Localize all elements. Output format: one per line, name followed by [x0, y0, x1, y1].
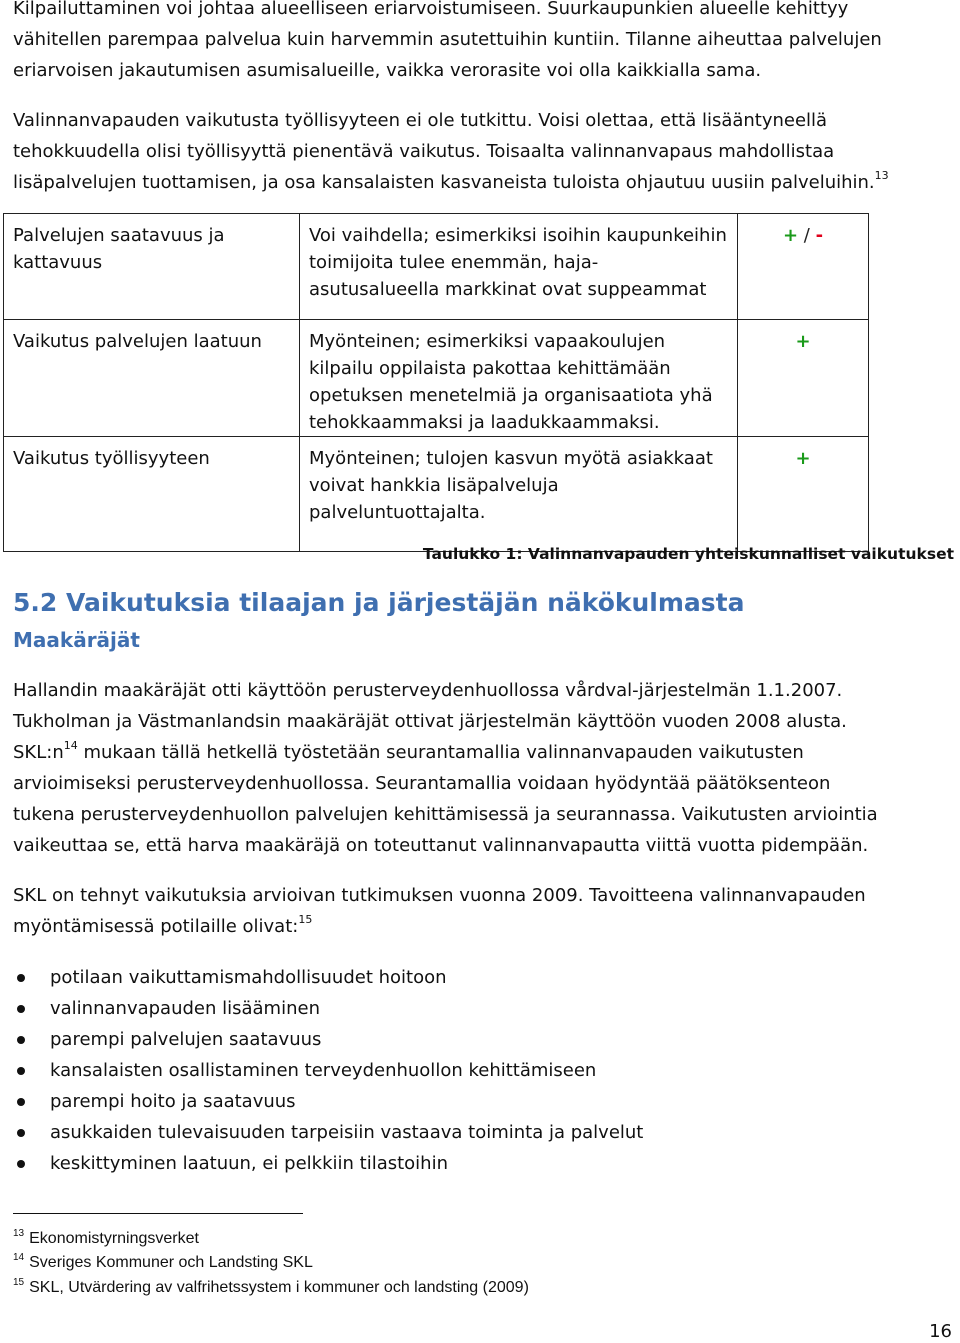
- plus-sign: +: [795, 331, 811, 352]
- table-cell-effect: Voi vaihdella; esimerkiksi isoihin kaupunkeihin toimijoita tulee enemmän, haja-asutusalueella markkinat ovat suppeammat: [300, 214, 738, 320]
- page-number: 16: [929, 1321, 952, 1342]
- footnote-number: 15: [13, 1277, 25, 1288]
- minus-sign: -: [815, 225, 824, 246]
- footnote-ref-15: 15: [298, 913, 313, 926]
- footnote-ref-13: 13: [874, 169, 889, 182]
- para3-line-5: tukena perusterveydenhuollon palvelujen kehittämisessä ja seurannassa. Vaikutusten arviointia: [13, 804, 878, 825]
- table-caption: Taulukko 1: Valinnanvapauden yhteiskunnalliset vaikutukset: [422, 545, 954, 563]
- table-cell-effect: Myönteinen; esimerkiksi vapaakoulujen kilpailu oppilaista pakottaa kehittämään opetuksen menetelmiä ja organisaatiota yhä tehokkaammaksi ja laadukkaammaksi.: [300, 320, 738, 437]
- list-item: keskittyminen laatuun, ei pelkkiin tilastoihin: [13, 1148, 643, 1179]
- list-item: asukkaiden tulevaisuuden tarpeisiin vastaava toiminta ja palvelut: [13, 1117, 643, 1148]
- footnote-text: Sveriges Kommuner och Landsting SKL: [29, 1254, 313, 1271]
- slash-sign: /: [798, 225, 816, 246]
- list-item: potilaan vaikuttamismahdollisuudet hoitoon: [13, 962, 643, 993]
- para4-line-1: SKL on tehnyt vaikutuksia arvioivan tutkimuksen vuonna 2009. Tavoitteena valinnanvapauden: [13, 885, 866, 906]
- table-cell-topic: Vaikutus työllisyyteen: [4, 437, 300, 552]
- table-cell-topic: Vaikutus palvelujen laatuun: [4, 320, 300, 437]
- table-cell-rating: [738, 214, 869, 320]
- para3-line-2: Tukholman ja Västmanlandsin maakäräjät ottivat järjestelmän käyttöön vuoden 2008 alusta.: [13, 711, 847, 732]
- table-row: [4, 320, 869, 437]
- para2-line-1: Valinnanvapauden vaikutusta työllisyyteen ei ole tutkittu. Voisi olettaa, että lisääntyneellä: [13, 110, 828, 131]
- table-row: [4, 437, 869, 552]
- plus-sign: +: [782, 225, 799, 246]
- para2-line-3-text: lisäpalvelujen tuottamisen, ja osa kansalaisten kasvaneista tuloista ohjautuu uusiin palveluihin.: [13, 172, 875, 193]
- para3-line-1: Hallandin maakäräjät otti käyttöön perusterveydenhuollossa vårdval-järjestelmän 1.1.2007.: [13, 680, 843, 701]
- table-cell-topic: Palvelujen saatavuus ja kattavuus: [4, 214, 300, 320]
- para4-line-2: [13, 912, 312, 945]
- para3-line-6: vaikeuttaa se, että harva maakäräjä on toteuttanut valinnanvapautta viittä vuotta pidempään.: [13, 835, 869, 856]
- table-cell-effect: Myönteinen; tulojen kasvun myötä asiakkaat voivat hankkia lisäpalveluja palveluntuottajalta.: [300, 437, 738, 552]
- intro-line-2: vähitellen parempaa palvelua kuin harvemmin asutettuihin kuntiin. Tilanne aiheuttaa palvelujen: [13, 29, 882, 50]
- intro-line-3: eriarvoisen jakautumisen asumisalueille, vaikka verorasite voi olla kaikkialla sama.: [13, 60, 762, 81]
- table-row: [4, 214, 869, 320]
- footnote: [13, 1253, 313, 1275]
- footnote-text: Ekonomistyrningsverket: [29, 1230, 199, 1247]
- table-cell-rating: [738, 320, 869, 437]
- footnote-number: 13: [13, 1228, 25, 1239]
- section-subheading: Maakäräjät: [13, 628, 140, 652]
- para3-line-3: [13, 738, 804, 771]
- list-item: valinnanvapauden lisääminen: [13, 993, 643, 1024]
- footnote-text: SKL, Utvärdering av valfrihetssystem i kommuner och landsting (2009): [29, 1279, 529, 1296]
- footnote: [13, 1278, 529, 1300]
- footnote-divider: [13, 1213, 303, 1214]
- para2-line-3: [13, 168, 889, 201]
- effects-table: [3, 213, 869, 552]
- footnote-number: 14: [13, 1252, 25, 1263]
- section-heading: 5.2 Vaikutuksia tilaajan ja järjestäjän näkökulmasta: [13, 588, 745, 617]
- list-item: kansalaisten osallistaminen terveydenhuollon kehittämiseen: [13, 1055, 643, 1086]
- plus-sign: +: [795, 448, 811, 469]
- intro-line-1: Kilpailuttaminen voi johtaa alueelliseen eriarvoistumiseen. Suurkaupunkien alueelle kehittyy: [13, 0, 849, 19]
- list-item: parempi hoito ja saatavuus: [13, 1086, 643, 1117]
- para3-line-3b: mukaan tällä hetkellä työstetään seurantamallia valinnanvapauden vaikutusten: [77, 742, 804, 763]
- list-item: parempi palvelujen saatavuus: [13, 1024, 643, 1055]
- goals-list: [13, 962, 643, 1179]
- footnote-ref-14: 14: [63, 739, 78, 752]
- footnote: [13, 1229, 199, 1251]
- para2-line-2: tehokkuudella olisi työllisyyttä pienentävä vaikutus. Toisaalta valinnanvapaus mahdollistaa: [13, 141, 835, 162]
- table-cell-rating: [738, 437, 869, 552]
- para3-line-4: arvioimiseksi perusterveydenhuollossa. Seurantamallia voidaan hyödyntää päätöksenteon: [13, 773, 831, 794]
- para4-line-2-text: myöntämisessä potilaille olivat:: [13, 916, 299, 937]
- para3-line-3a: SKL:n: [13, 742, 64, 763]
